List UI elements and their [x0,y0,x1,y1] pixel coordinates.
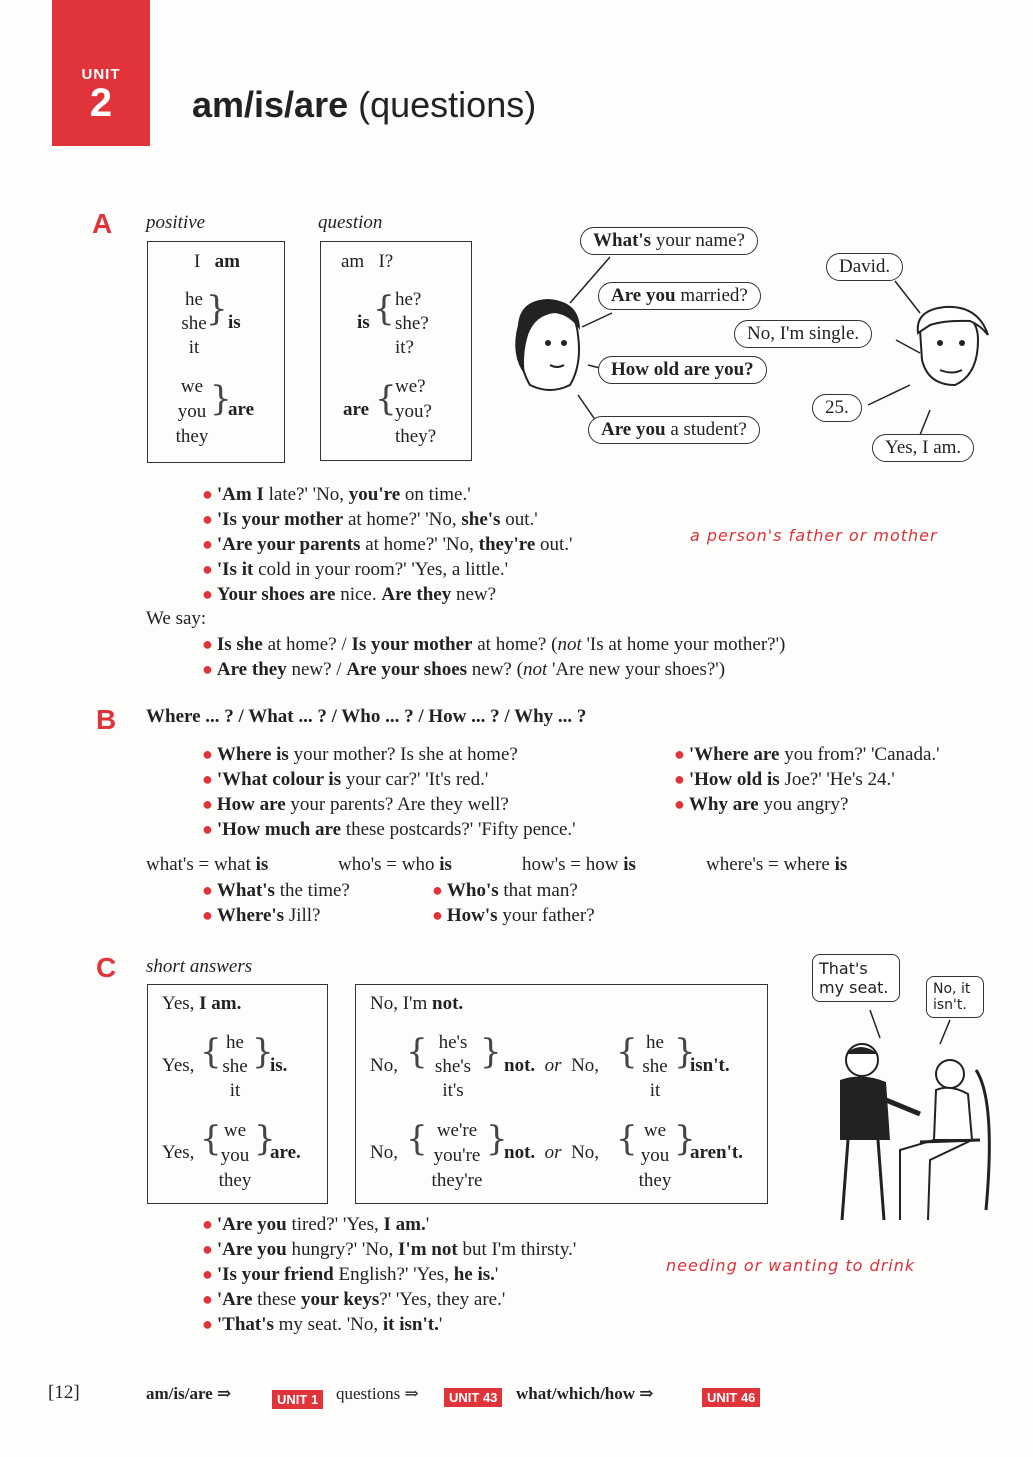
we-say-examples [202,632,785,682]
pronouns-singular: he she it [181,289,207,358]
list-item: ● Is she at home? / Is your mother at home? (not 'Is at home your mother?') [202,634,786,655]
footer-ref-questions: questions ⇒ [336,1384,419,1403]
man-illustration [918,307,988,385]
list-item: ● 'Where are you from?' 'Canada.' [674,744,940,765]
list-item: ● Are they new? / Are your shoes new? (not 'Are new your shoes?') [202,659,726,680]
list-item: ● Your shoes are nice. Are they new? [202,584,497,605]
footer-link-unit-46[interactable]: UNIT 46 [702,1388,760,1407]
bubble-no-it-isnt: No, it isn't. [926,976,984,1018]
list-item: ● Who's that man? [432,880,578,901]
bubble-are-you-married: Are you married? [598,282,761,310]
list-item: ● 'Is your friend English?' 'Yes, he is.' [202,1264,499,1285]
bubble-no-im-single: No, I'm single. [734,320,872,348]
list-item: ● 'Is it cold in your room?' 'Yes, a little.' [202,559,509,580]
contraction-wheres: where's = where is [706,854,848,875]
pronouns-plural: we you they [175,376,209,447]
section-a-marker: A [92,208,113,239]
seat-illustration [800,1010,1000,1240]
list-item: ● How's your father? [432,905,595,926]
unit-number: 2 [89,81,113,125]
list-item: ● 'What colour is your car?' 'It's red.' [202,769,489,790]
bubble-david: David. [826,253,903,281]
we-say-label: We say: [146,608,207,629]
section-a-examples [202,482,572,607]
list-item: ● What's the time? [202,880,350,901]
footer-ref-what-which-how: what/which/how ⇒ [516,1384,654,1403]
list-item: ● 'Are your parents at home?' 'No, they're out.' [202,534,573,555]
bubble-are-you-a-student: Are you a student? [588,416,760,444]
bubble-whats-your-name: What's your name? [580,227,758,255]
handwritten-note-parents: a person's father or mother [690,526,938,545]
list-item: ● 'That's my seat. 'No, it isn't.' [202,1314,443,1335]
list-item: ● 'Am I late?' 'No, you're on time.' [202,484,471,505]
unit-badge [52,0,150,146]
section-b-left-examples [202,742,576,842]
handwritten-note-thirsty: needing or wanting to drink [666,1256,916,1275]
short-answers-no-table: No, I'm not. No, { he's she's it's } not. or No, { he she it } isn't. No, { we're you're they're } not. or No, { we you they } aren't. [355,984,768,1204]
contraction-examples-left [202,878,350,928]
list-item: ● Why are you angry? [674,794,849,815]
woman-illustration [515,299,580,390]
question-table: am I? is { he? she? it? are { we? you? they? [320,241,472,461]
list-item: ● How are your parents? Are they well? [202,794,509,815]
bubble-thats-my-seat: That's my seat. [812,954,900,1002]
contraction-examples-right [432,878,595,928]
footer-link-unit-1[interactable]: UNIT 1 [272,1390,323,1409]
contraction-whats: what's = what is [146,854,269,875]
bubble-yes-i-am: Yes, I am. [872,434,974,462]
footer-ref-am-is-are: am/is/are ⇒ [146,1384,232,1403]
short-answers-yes-table: Yes, I am. Yes, { he she it } is. Yes, { we you they } are. [147,984,328,1204]
bubble-25: 25. [812,394,862,422]
page-title: am/is/are (questions) [192,84,537,125]
question-label: question [318,212,383,233]
list-item: ● 'Are you hungry?' 'No, I'm not but I'm thirsty.' [202,1239,577,1260]
section-b-right-examples [674,742,940,817]
short-answers-label: short answers [146,956,253,977]
list-item: ● 'Are you tired?' 'Yes, I am.' [202,1214,430,1235]
list-item: ● 'How much are these postcards?' 'Fifty pence.' [202,819,576,840]
contraction-hows: how's = how is [522,854,636,875]
list-item: ● Where's Jill? [202,905,321,926]
list-item: ● 'Are these your keys?' 'Yes, they are.' [202,1289,506,1310]
list-item: ● 'How old is Joe?' 'He's 24.' [674,769,895,790]
section-b-header: Where ... ? / What ... ? / Who ... ? / How ... ? / Why ... ? [146,706,587,727]
positive-table: I am he she it } is we you they } are [147,241,285,463]
section-b-marker: B [96,704,117,735]
list-item: ● Where is your mother? Is she at home? [202,744,518,765]
page-number: [12] [48,1382,80,1403]
contraction-whos: who's = who is [338,854,452,875]
positive-label: positive [146,212,206,233]
list-item: ● 'Is your mother at home?' 'No, she's out.' [202,509,538,530]
footer-link-unit-43[interactable]: UNIT 43 [444,1388,502,1407]
unit-label: UNIT [81,66,121,83]
section-c-marker: C [96,952,117,983]
bubble-how-old-are-you: How old are you? [598,356,767,384]
section-c-examples [202,1212,576,1337]
